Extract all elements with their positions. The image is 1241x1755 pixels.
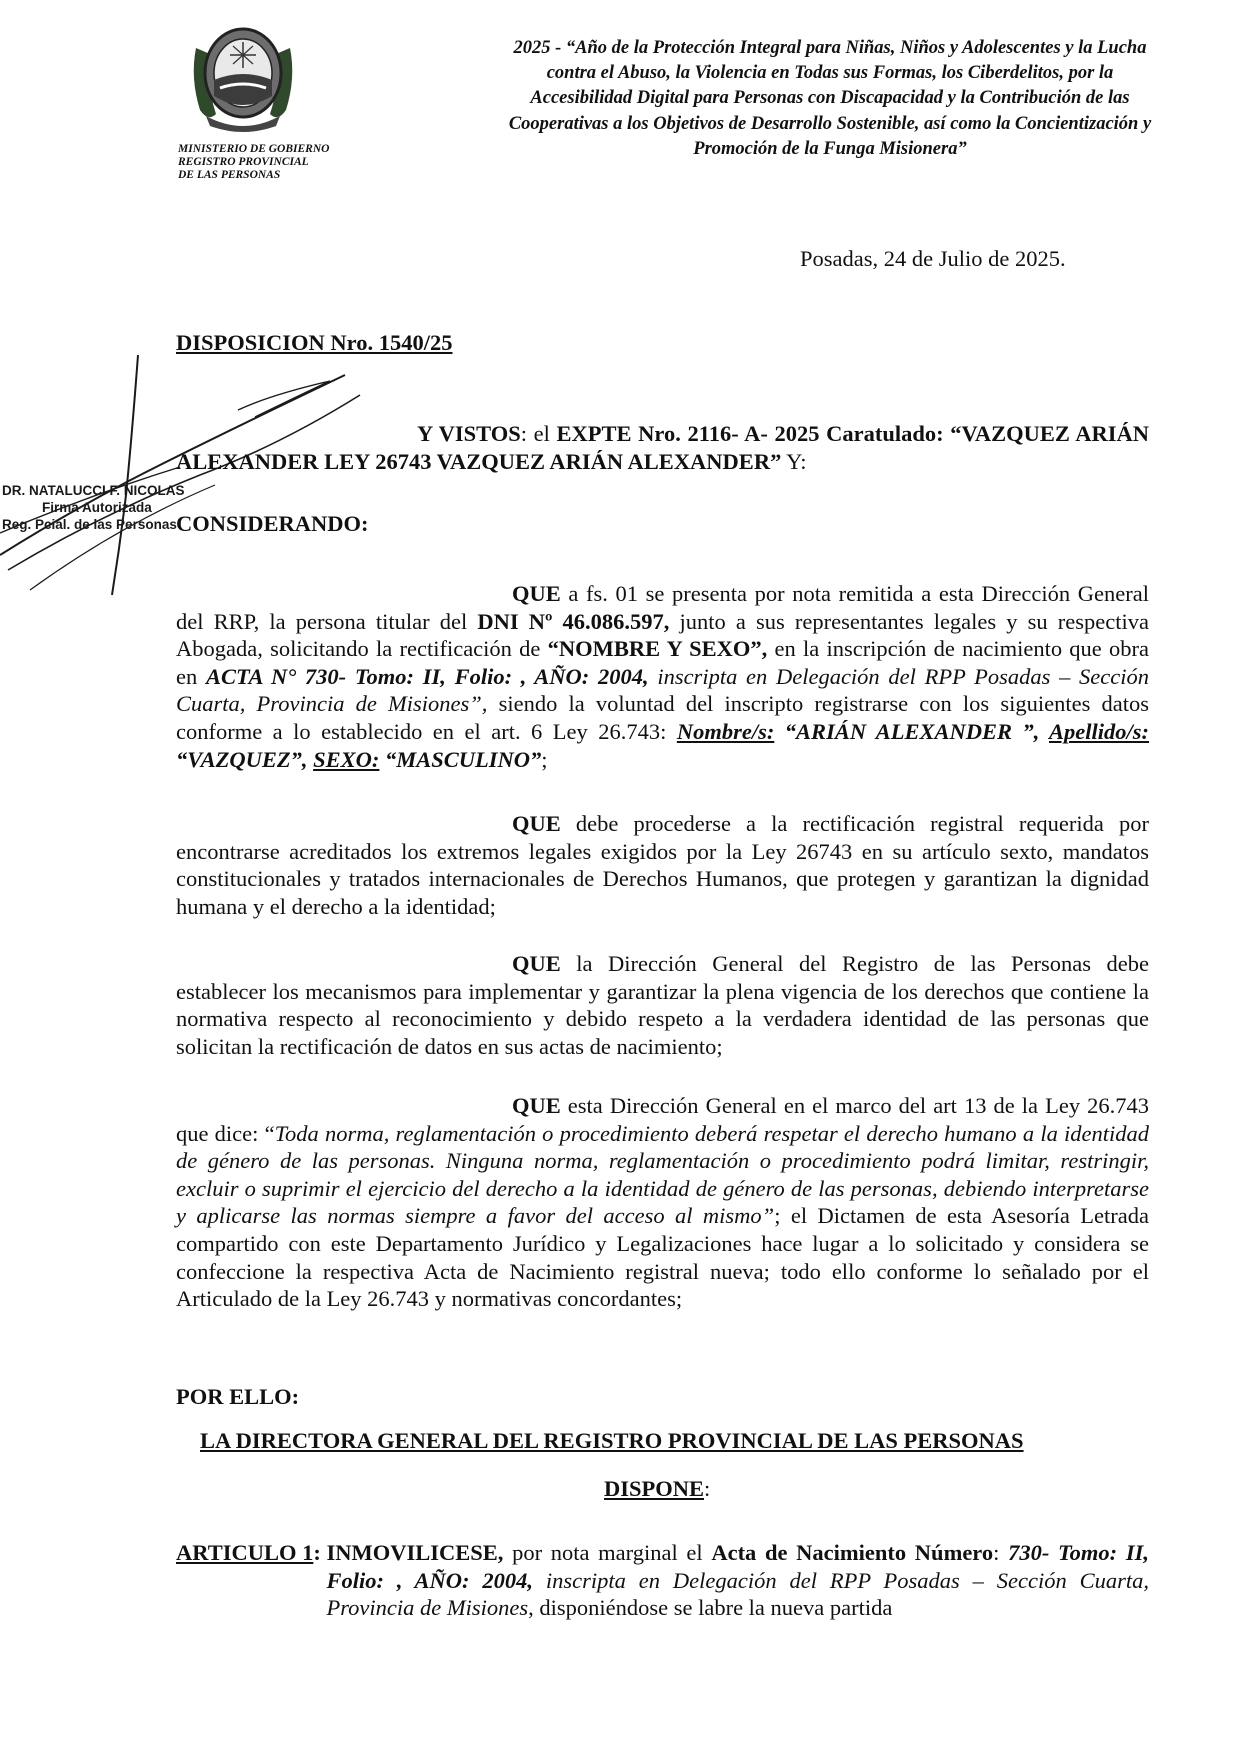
stamp-line: Reg. Pcial. de las Personas [2, 517, 177, 532]
ministry-line: REGISTRO PROVINCIAL [178, 156, 309, 168]
article-number: ARTICULO 1 [176, 1540, 314, 1565]
dispone-word: DISPONE [604, 1476, 705, 1501]
ministry-line: DE LAS PERSONAS [178, 169, 281, 181]
text: , disponiéndose se labre la nueva partida [528, 1595, 893, 1621]
authorized-signature-stamp [2, 482, 185, 533]
name-label: Nombre/s: [676, 718, 775, 744]
year-motto [460, 36, 1200, 162]
delegation-text: inscripta en Delegación del RPP Posadas – Sección Cuarta, Provincia de Misiones”, [176, 663, 1149, 717]
article-lead: INMOVILICESE, [326, 1540, 504, 1565]
surname-value: “VAZQUEZ”, [176, 746, 314, 772]
provincial-seal-logo [186, 18, 300, 132]
vistos-paragraph [176, 420, 1149, 475]
text: debe procederse a la rectificación registral requerida por encontrarse acreditados los extremos legales exigidos por la Ley 26743 en su artículo sexto, mandatos constitucionales y tratados internacionales de Derechos Humanos, que protegen y garantizan la dignidad humana y el derecho a la identidad; [176, 811, 1149, 919]
name-value: “ARIÁN ALEXANDER ”, [774, 718, 1049, 744]
motto-line: contra el Abuso, la Violencia en Todas sus Formas, los Ciberdelitos, por la [546, 63, 1114, 84]
text: la Dirección General del Registro de las Personas debe establecer los mecanismos para implementar y garantizar la plena vigencia de los derechos que contiene la normativa respecto al reconocimiento y debido respeto a la verdadera identidad de las personas que solicitan la rectificación de datos en sus actas de nacimiento; [176, 951, 1149, 1059]
director-heading: LA DIRECTORA GENERAL DEL REGISTRO PROVINCIAL DE LAS PERSONAS [200, 1428, 1024, 1453]
text: siendo la voluntad del inscripto registrarse con los siguientes datos conforme a lo establecido en el art. 6 Ley 26.743: [176, 691, 1149, 744]
surname-label: Apellido/s: [1049, 718, 1149, 744]
que-lead: QUE [512, 581, 561, 606]
vistos-lead: Y VISTOS [417, 421, 521, 446]
que-paragraph-1 [176, 580, 1149, 773]
text: por nota marginal el [503, 1540, 712, 1565]
text: : [704, 1476, 711, 1501]
acta-reference: 730- Tomo: II, Folio: , AÑO: 2004, [326, 1540, 1149, 1593]
ministry-line: MINISTERIO DE GOBIERNO [178, 143, 330, 155]
article-body [326, 1539, 1149, 1622]
text: : el [520, 421, 557, 446]
text: ; el Dictamen de esta Asesoría Letrada compartido con este Departamento Jurídico y Legalizaciones hace lugar a lo solicitado y considera se confeccione la respectiva Acta de Nacimiento registral nueva; todo ello conforme lo señalado por el Articulado de la Ley 26.743 y normativas concordantes; [176, 1203, 1149, 1312]
disposition-title: DISPOSICION Nro. 1540/25 [176, 330, 453, 355]
delegation-text: inscripta en Delegación del RPP Posadas – Sección Cuarta, Provincia de Misiones [326, 1567, 1150, 1621]
que-lead: QUE [512, 951, 561, 976]
que-lead: QUE [512, 811, 561, 836]
text: junto a sus representantes legales y su respectiva Abogada, solicitando la rectificación de [176, 608, 1149, 662]
considerando-heading: CONSIDERANDO: [176, 511, 369, 536]
motto-line: 2025 - “Año de la Protección Integral para Niñas, Niños y Adolescentes y la Lucha [513, 38, 1147, 58]
sex-label: SEXO: [313, 746, 380, 772]
stamp-line: DR. NATALUCCI F. NICOLAS [2, 483, 185, 498]
que-paragraph-4 [176, 1092, 1149, 1313]
acta-label: Acta de Nacimiento Número [711, 1540, 994, 1565]
document-date: Posadas, 24 de Julio de 2025. [800, 246, 1066, 271]
text: en la inscripción de nacimiento que obra en [176, 636, 1149, 689]
dni-number: DNI Nº 46.086.597, [477, 608, 670, 634]
acta-reference: ACTA N° 730- Tomo: II, Folio: , AÑO: 2004, [205, 663, 649, 689]
motto-line: Promoción de la Funga Misionera” [693, 138, 967, 159]
request-type: “NOMBRE Y SEXO”, [547, 636, 768, 662]
text: ; [541, 746, 548, 772]
law-quote: Toda norma, reglamentación o procedimiento deberá respetar el derecho humano a la identidad de género de las personas. Ninguna norma, reglamentación o procedimiento podrá limitar, restringir, excluir o suprimir el ejercicio del derecho a la identidad de género de las personas, debiendo interpretarse y aplicarse las normas siempre a favor del acceso al mismo” [176, 1120, 1150, 1229]
text: Y: [781, 448, 807, 474]
stamp-line: Firma Autorizada [42, 500, 152, 515]
text: esta Dirección General en el marco del art 13 de la Ley 26.743 que dice: “ [176, 1093, 1149, 1146]
sex-value: “MASCULINO” [379, 746, 542, 772]
que-paragraph-2 [176, 810, 1149, 920]
expedient-reference: EXPTE Nro. 2116- A- 2025 Caratulado: “VAZQUEZ ARIÁN ALEXANDER LEY 26743 VAZQUEZ ARIÁN ALEXANDER” [176, 421, 1149, 474]
article-label [176, 1539, 326, 1622]
por-ello-heading: POR ELLO: [176, 1384, 300, 1409]
article-1 [176, 1539, 1149, 1622]
motto-line: Accesibilidad Digital para Personas con Discapacidad y la Contribución de las [530, 88, 1130, 109]
text: a fs. 01 se presenta por nota remitida a esta Dirección General del RRP, la persona titular del [176, 581, 1149, 634]
motto-line: Cooperativas a los Objetivos de Desarrollo Sostenible, así como la Concientización y [508, 113, 1152, 134]
text: : [993, 1540, 1009, 1565]
que-paragraph-3 [176, 950, 1149, 1060]
text: : [313, 1540, 321, 1565]
que-lead: QUE [512, 1093, 561, 1118]
dispone-heading [604, 1476, 710, 1502]
ministry-header [178, 143, 329, 182]
